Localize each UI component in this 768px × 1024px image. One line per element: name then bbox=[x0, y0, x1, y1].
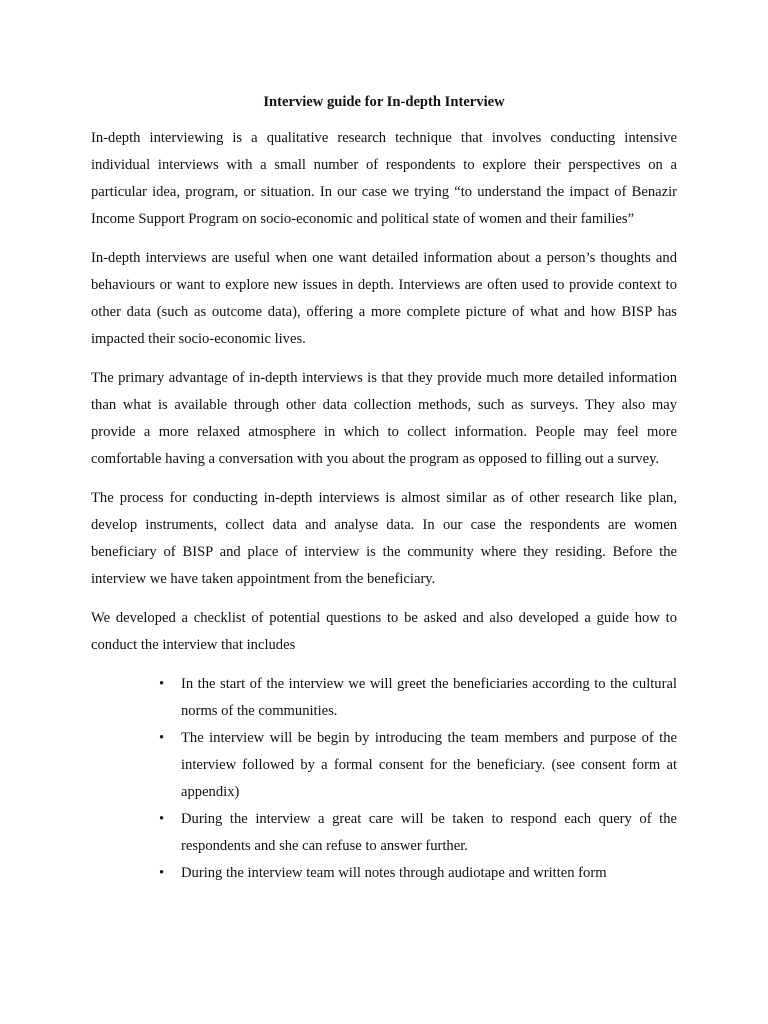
paragraph-usefulness: In-depth interviews are useful when one want detailed information about a person’s thoughts and behaviours or want to explore new issues in depth. Interviews are often used to provide context to other data (such as outcome data), offering a more complete picture of what and how BISP has impacted their socio-economic lives. bbox=[91, 250, 677, 347]
guide-bullet-list bbox=[91, 671, 677, 887]
paragraph-checklist: We developed a checklist of potential questions to be asked and also developed a guide how to conduct the interview that includes bbox=[91, 610, 677, 653]
list-item-text: The interview will be begin by introducing the team members and purpose of the interview followed by a formal consent for the beneficiary. (see consent form at appendix) bbox=[181, 730, 677, 800]
bullet-icon: • bbox=[159, 865, 165, 881]
list-item-text: During the interview a great care will be taken to respond each query of the respondents and she can refuse to answer further. bbox=[181, 811, 677, 854]
bullet-icon: • bbox=[159, 676, 165, 692]
list-item bbox=[159, 725, 677, 806]
bullet-icon: • bbox=[159, 811, 165, 827]
paragraph-process: The process for conducting in-depth interviews is almost similar as of other research like plan, develop instruments, collect data and analyse data. In our case the respondents are women beneficiary of BISP and place of interview is the community where they residing. Before the interview we have taken appointment from the beneficiary. bbox=[91, 490, 677, 587]
document-title: Interview guide for In-depth Interview bbox=[263, 94, 505, 110]
paragraph-advantage: The primary advantage of in-depth interviews is that they provide much more detailed information than what is available through other data collection methods, such as surveys. They also may provide a more relaxed atmosphere in which to collect information. People may feel more comfortable having a conversation with you about the program as opposed to filling out a survey. bbox=[91, 370, 677, 467]
list-item bbox=[159, 806, 677, 860]
list-item-text: During the interview team will notes through audiotape and written form bbox=[181, 865, 607, 881]
list-item bbox=[159, 860, 677, 887]
list-item bbox=[159, 671, 677, 725]
bullet-icon: • bbox=[159, 730, 165, 746]
paragraph-intro: In-depth interviewing is a qualitative research technique that involves conducting intensive individual interviews with a small number of respondents to explore their perspectives on a particular idea, program, or situation. In our case we trying “to understand the impact of Benazir Income Support Program on socio-economic and political state of women and their families” bbox=[91, 130, 677, 227]
list-item-text: In the start of the interview we will greet the beneficiaries according to the cultural norms of the communities. bbox=[181, 676, 677, 719]
